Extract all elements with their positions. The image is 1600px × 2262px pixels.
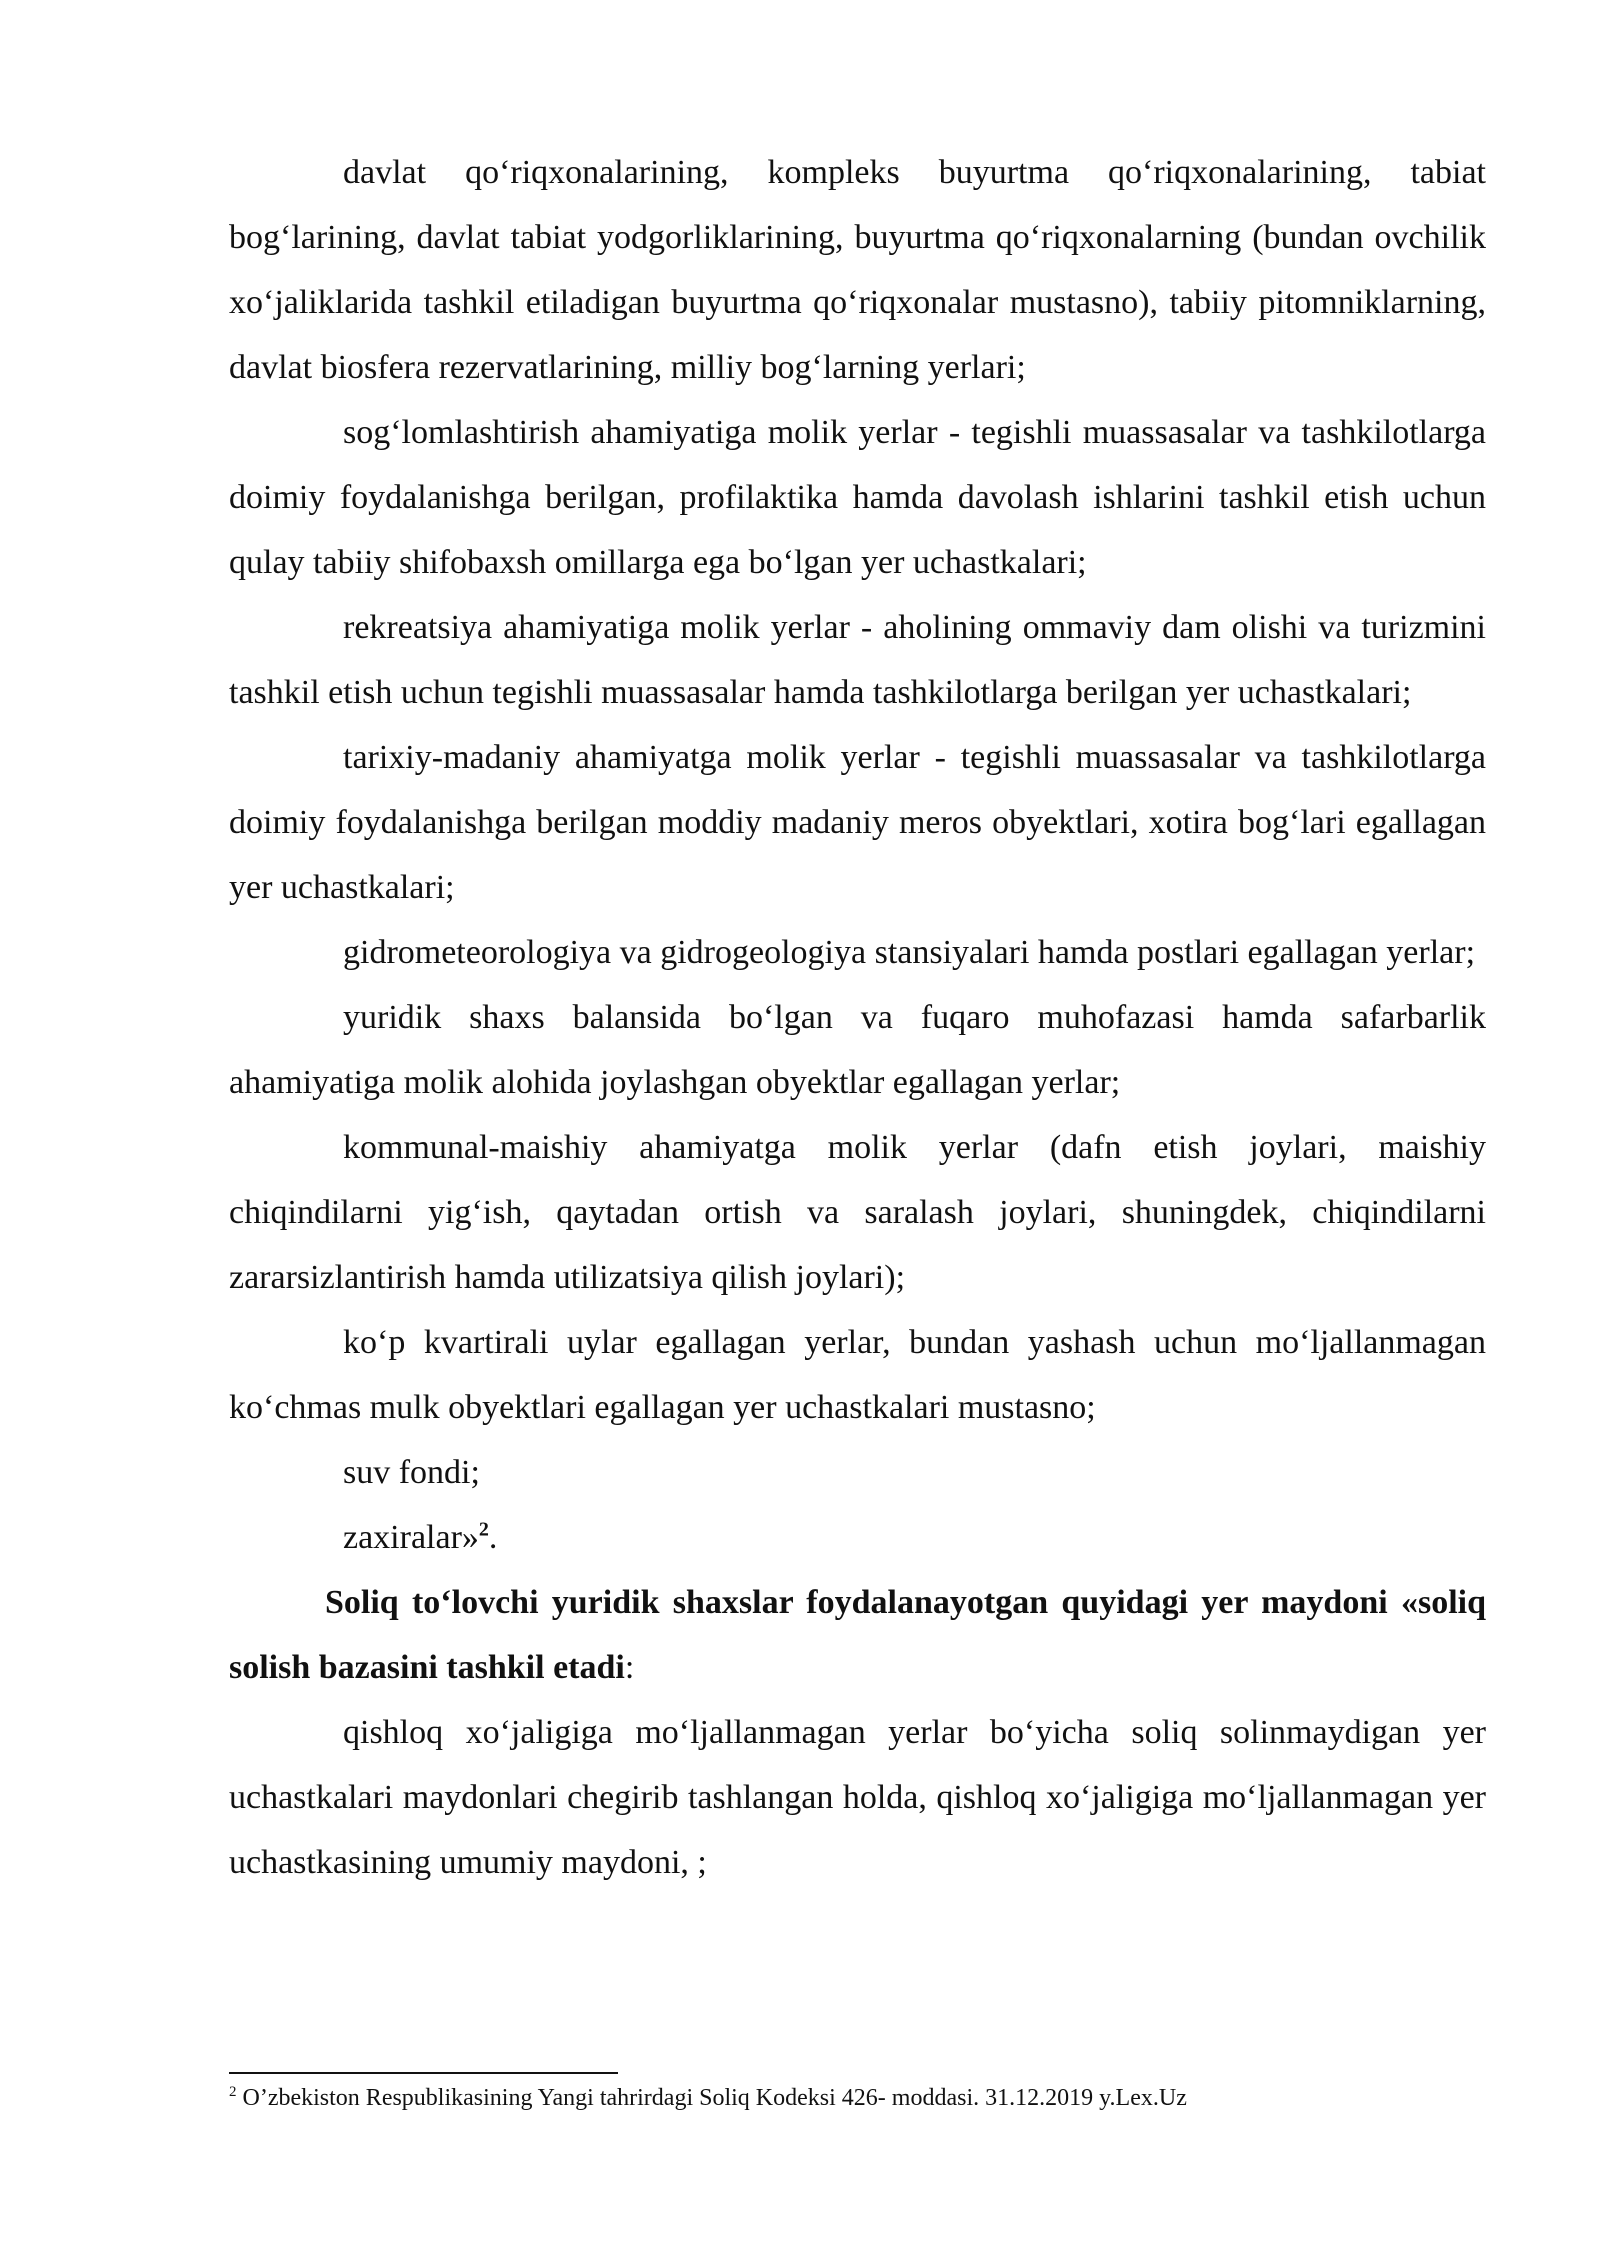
paragraph-communal-lands: kommunal-maishiy ahamiyatga molik yerlar (dafn etish joylari, maishiy chiqindilarni yig‘ish, qaytadan ortish va saralash joylari, shuningdek, chiqindilarni zararsizlantirish hamda utilizatsiya qilish joylari); [229, 1129, 1486, 1296]
tax-base-colon: : [624, 1649, 635, 1686]
paragraph-reserves [229, 1505, 1486, 1570]
footnote-number: 2 [229, 2084, 237, 2100]
paragraph-water-fund: suv fondi; [343, 1454, 480, 1491]
footnote-separator [229, 2072, 618, 2074]
paragraph-health-lands: sog‘lomlashtirish ahamiyatiga molik yerlar - tegishli muassasalar va tashkilotlarga doimiy foydalanishga berilgan, profilaktika hamda davolash ishlarini tashkil etish uchun qulay tabiiy shifobaxsh omillarga ega bo‘lgan yer uchastkalari; [229, 414, 1486, 581]
footnote-text: O’zbekiston Respublikasining Yangi tahrirdagi Soliq Kodeksi 426- moddasi. 31.12.2019 y.Lex.Uz [236, 2085, 1187, 2111]
paragraph-apartment-lands: ko‘p kvartirali uylar egallagan yerlar, bundan yashash uchun mo‘ljallanmagan ko‘chmas mulk obyektlari egallagan yer uchastkalari mustasno; [229, 1324, 1486, 1426]
paragraph-tax-base-heading [229, 1570, 1486, 1700]
tax-base-bold-text: Soliq to‘lovchi yuridik shaxslar foydalanayotgan quyidagi yer maydoni «soliq solish bazasini tashkil etadi [229, 1584, 1486, 1686]
footnote-reference: 2 [478, 1518, 489, 1541]
paragraph-recreation-lands: rekreatsiya ahamiyatiga molik yerlar - aholining ommaviy dam olishi va turizmini tashkil etish uchun tegishli muassasalar hamda tashkilotlarga berilgan yer uchastkalari; [229, 609, 1486, 711]
paragraph-protected-areas: davlat qo‘riqxonalarining, kompleks buyurtma qo‘riqxonalarining, tabiat bog‘larining, davlat tabiat yodgorliklarining, buyurtma qo‘riqxonalarning (bundan ovchilik xo‘jaliklarida tashkil etiladigan buyurtma qo‘riqxonalar mustasno), tabiiy pitomniklarning, davlat biosfera rezervatlarining, milliy bog‘larning yerlari; [229, 154, 1486, 386]
paragraph-civil-defense-lands: yuridik shaxs balansida bo‘lgan va fuqaro muhofazasi hamda safarbarlik ahamiyatiga molik alohida joylashgan obyektlar egallagan yerlar; [229, 999, 1486, 1101]
reserves-text: zaxiralar» [343, 1519, 479, 1556]
reserves-period: . [488, 1519, 498, 1556]
paragraph-nonagricultural-area: qishloq xo‘jaligiga mo‘ljallanmagan yerlar bo‘yicha soliq solinmaydigan yer uchastkalari maydonlari chegirib tashlangan holda, qishloq xo‘jaligiga mo‘ljallanmagan yer uchastkasining umumiy maydoni, ; [229, 1714, 1486, 1881]
paragraph-historical-lands: tarixiy-madaniy ahamiyatga molik yerlar - tegishli muassasalar va tashkilotlarga doimiy foydalanishga berilgan moddiy madaniy meros obyektlari, xotira bog‘lari egallagan yer uchastkalari; [229, 739, 1486, 906]
main-text [229, 140, 1486, 1895]
paragraph-hydrometeorology-lands: gidrometeorologiya va gidrogeologiya stansiyalari hamda postlari egallagan yerlar; [343, 934, 1476, 971]
footnote [229, 2082, 1486, 2114]
